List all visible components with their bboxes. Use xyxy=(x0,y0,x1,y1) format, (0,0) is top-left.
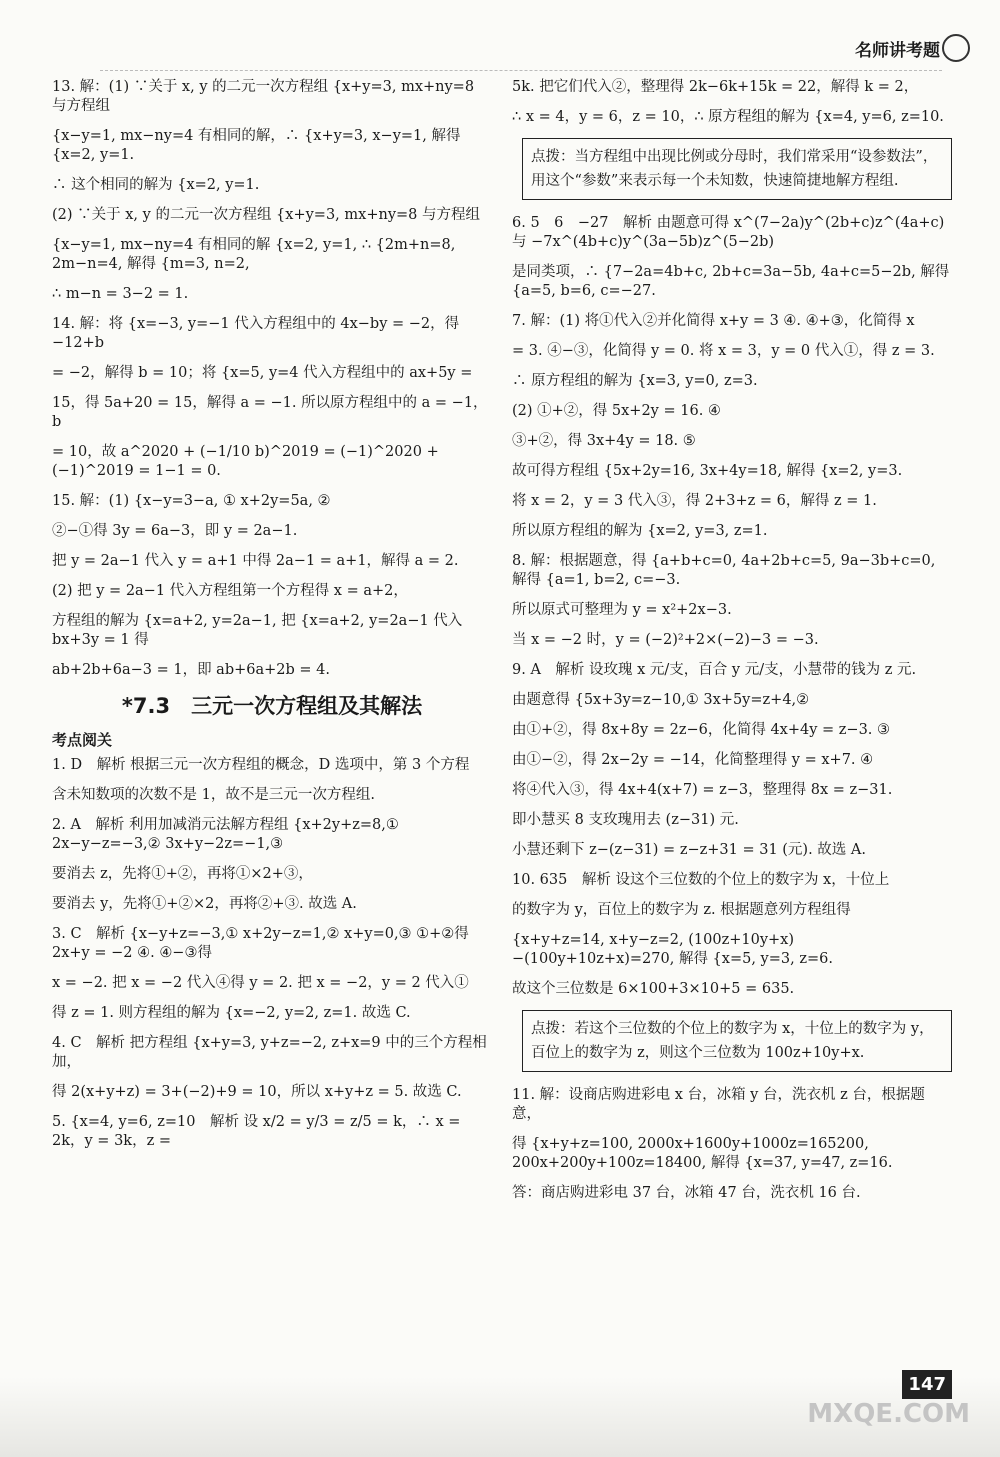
text-line: 所以原式可整理为 y = x²+2x−3. xyxy=(512,602,732,618)
text-line: 当 x = −2 时，y = (−2)²+2×(−2)−3 = −3. xyxy=(512,632,819,648)
text-line: 1. D 解析 根据三元一次方程组的概念，D 选项中，第 3 个方程 xyxy=(52,757,470,773)
text-line: 得 {x+y+z=100, 2000x+1600y+1000z=165200, 200x+200y+100z=18400, 解得 {x=37, y=47, z=16. xyxy=(512,1136,893,1171)
text-line: 5. {x=4, y=6, z=10 解析 设 x/2 = y/3 = z/5 = k，∴ x = 2k，y = 3k，z = xyxy=(52,1114,461,1149)
text-line: 由题意得 {5x+3y=z−10,① 3x+5y=z+4,② xyxy=(512,692,810,708)
text-line: 得 2(x+y+z) = 3+(−2)+9 = 10，所以 x+y+z = 5. 故选 C. xyxy=(52,1084,462,1100)
text-line: ab+2b+6a−3 = 1，即 ab+6a+2b = 4. xyxy=(52,662,330,678)
text-line: 将④代入③，得 4x+4(x+7) = z−3，整理得 8x = z−31. xyxy=(512,782,893,798)
text-line: 2. A 解析 利用加减消元法解方程组 {x+2y+z=8,① 2x−y−z=−3,② 3x+y−2z=−1,③ xyxy=(52,817,399,852)
watermark: MXQE.COM xyxy=(807,1399,970,1429)
text-line: 4. C 解析 把方程组 {x+y=3, y+z=−2, z+x=9 中的三个方程相加， xyxy=(52,1035,487,1070)
section-subtitle: 考点阅关 xyxy=(52,731,113,749)
text-line: {x−y=1, mx−ny=4 有相同的解 {x=2, y=1, ∴ {2m+n=8, 2m−n=4, 解得 {m=3, n=2, xyxy=(52,237,456,272)
tip-box: 点拨：若这个三位数的个位上的数字为 x，十位上的数字为 y，百位上的数字为 z，则这个三位数为 100z+10y+x. xyxy=(522,1010,952,1072)
text-line: 将 x = 2，y = 3 代入③，得 2+3+z = 6，解得 z = 1. xyxy=(512,493,877,509)
text-line: 所以原方程组的解为 {x=2, y=3, z=1. xyxy=(512,523,768,539)
left-column xyxy=(52,78,492,1162)
text-line: ②−①得 3y = 6a−3，即 y = 2a−1. xyxy=(52,523,298,539)
text-line: 是同类项，∴ {7−2a=4b+c, 2b+c=3a−5b, 4a+c=5−2b, 解得 {a=5, b=6, c=−27. xyxy=(512,264,950,299)
right-column xyxy=(512,78,952,1214)
text-line: 即小慧买 8 支玫瑰用去 (z−31) 元. xyxy=(512,812,739,828)
text-line: ∴ 这个相同的解为 {x=2, y=1. xyxy=(52,177,260,193)
logo-icon xyxy=(942,34,970,62)
text-line: ∴ x = 4，y = 6，z = 10，∴ 原方程组的解为 {x=4, y=6, z=10. xyxy=(512,109,944,125)
text-line: 由①−②，得 2x−2y = −14，化简整理得 y = x+7. ④ xyxy=(512,752,874,768)
text-line: = 3. ④−③，化简得 y = 0. 将 x = 3，y = 0 代入①，得 z = 3. xyxy=(512,343,935,359)
text-line: = −2，解得 b = 10；将 {x=5, y=4 代入方程组中的 ax+5y = xyxy=(52,365,473,381)
text-line: {x+y+z=14, x+y−z=2, (100z+10y+x)−(100y+10z+x)=270, 解得 {x=5, y=3, z=6. xyxy=(512,932,833,967)
tip-box: 点拨：当方程组中出现比例或分母时，我们常采用“设参数法”，用这个“参数”来表示每一个未知数，快速简捷地解方程组. xyxy=(522,138,952,200)
text-line: 7. 解：(1) 将①代入②并化简得 x+y = 3 ④. ④+③，化简得 x xyxy=(512,313,915,329)
text-line: ∴ m−n = 3−2 = 1. xyxy=(52,286,189,302)
text-line: 15，得 5a+20 = 15，解得 a = −1. 所以原方程组中的 a = −1，b xyxy=(52,395,488,430)
text-line: 13. 解：(1) ∵关于 x, y 的二元一次方程组 {x+y=3, mx+ny=8 与方程组 xyxy=(52,79,475,114)
text-line: 14. 解：将 {x=−3, y=−1 代入方程组中的 4x−by = −2，得 −12+b xyxy=(52,316,460,351)
text-line: {x−y=1, mx−ny=4 有相同的解，∴ {x+y=3, x−y=1, 解得 {x=2, y=1. xyxy=(52,128,461,163)
text-line: 要消去 y，先将①+②×2，再将②+③. 故选 A. xyxy=(52,896,357,912)
text-line: ③+②，得 3x+4y = 18. ⑤ xyxy=(512,433,696,449)
text-line: 5k. 把它们代入②，整理得 2k−6k+15k = 22，解得 k = 2， xyxy=(512,79,919,95)
text-line: 由①+②，得 8x+8y = 2z−6，化简得 4x+4y = z−3. ③ xyxy=(512,722,891,738)
text-line: (2) ①+②，得 5x+2y = 16. ④ xyxy=(512,403,721,419)
text-line: 要消去 z，先将①+②，再将①×2+③， xyxy=(52,866,313,882)
text-line: 含未知数项的次数不是 1，故不是三元一次方程组. xyxy=(52,787,375,803)
text-line: 15. 解：(1) {x−y=3−a, ① x+2y=5a, ② xyxy=(52,493,331,509)
text-line: = 10，故 a^2020 + (−1/10 b)^2019 = (−1)^2020 + (−1)^2019 = 1−1 = 0. xyxy=(52,444,439,479)
text-line: 答：商店购进彩电 37 台，冰箱 47 台，洗衣机 16 台. xyxy=(512,1185,861,1201)
text-line: 10. 635 解析 设这个三位数的个位上的数字为 x，十位上 xyxy=(512,872,890,888)
section-title: *7.3 三元一次方程组及其解法 xyxy=(121,694,423,718)
header-title: 名师讲考题 xyxy=(855,41,940,61)
page-number: 147 xyxy=(902,1370,952,1399)
text-line: 小慧还剩下 z−(z−31) = z−z+31 = 31 (元). 故选 A. xyxy=(512,842,866,858)
text-line: 6. 5 6 −27 解析 由题意可得 x^(7−2a)y^(2b+c)z^(4a+c) 与 −7x^(4b+c)y^(3a−5b)z^(5−2b) xyxy=(512,215,945,250)
text-line: (2) ∵关于 x, y 的二元一次方程组 {x+y=3, mx+ny=8 与方程组 xyxy=(52,207,480,223)
text-line: 故这个三位数是 6×100+3×10+5 = 635. xyxy=(512,981,795,997)
text-line: (2) 把 y = 2a−1 代入方程组第一个方程得 x = a+2， xyxy=(52,583,408,599)
text-line: 3. C 解析 {x−y+z=−3,① x+2y−z=1,② x+y=0,③ ①+②得 2x+y = −2 ④. ④−③得 xyxy=(52,926,469,961)
text-line: ∴ 原方程组的解为 {x=3, y=0, z=3. xyxy=(512,373,758,389)
text-line: 8. 解：根据题意，得 {a+b+c=0, 4a+2b+c=5, 9a−3b+c=0, 解得 {a=1, b=2, c=−3. xyxy=(512,553,936,588)
text-line: 9. A 解析 设玫瑰 x 元/支，百合 y 元/支，小慧带的钱为 z 元. xyxy=(512,662,917,678)
text-line: 11. 解：设商店购进彩电 x 台，冰箱 y 台，洗衣机 z 台，根据题意， xyxy=(512,1087,925,1122)
text-line: 方程组的解为 {x=a+2, y=2a−1, 把 {x=a+2, y=2a−1 代入 bx+3y = 1 得 xyxy=(52,613,463,648)
text-line: 把 y = 2a−1 代入 y = a+1 中得 2a−1 = a+1，解得 a = 2. xyxy=(52,553,459,569)
text-line: 的数字为 y，百位上的数字为 z. 根据题意列方程组得 xyxy=(512,902,851,918)
text-line: x = −2. 把 x = −2 代入④得 y = 2. 把 x = −2，y = 2 代入① xyxy=(52,975,469,991)
header-rule xyxy=(100,70,942,71)
text-line: 故可得方程组 {5x+2y=16, 3x+4y=18, 解得 {x=2, y=3. xyxy=(512,463,903,479)
text-line: 得 z = 1. 则方程组的解为 {x=−2, y=2, z=1. 故选 C. xyxy=(52,1005,411,1021)
